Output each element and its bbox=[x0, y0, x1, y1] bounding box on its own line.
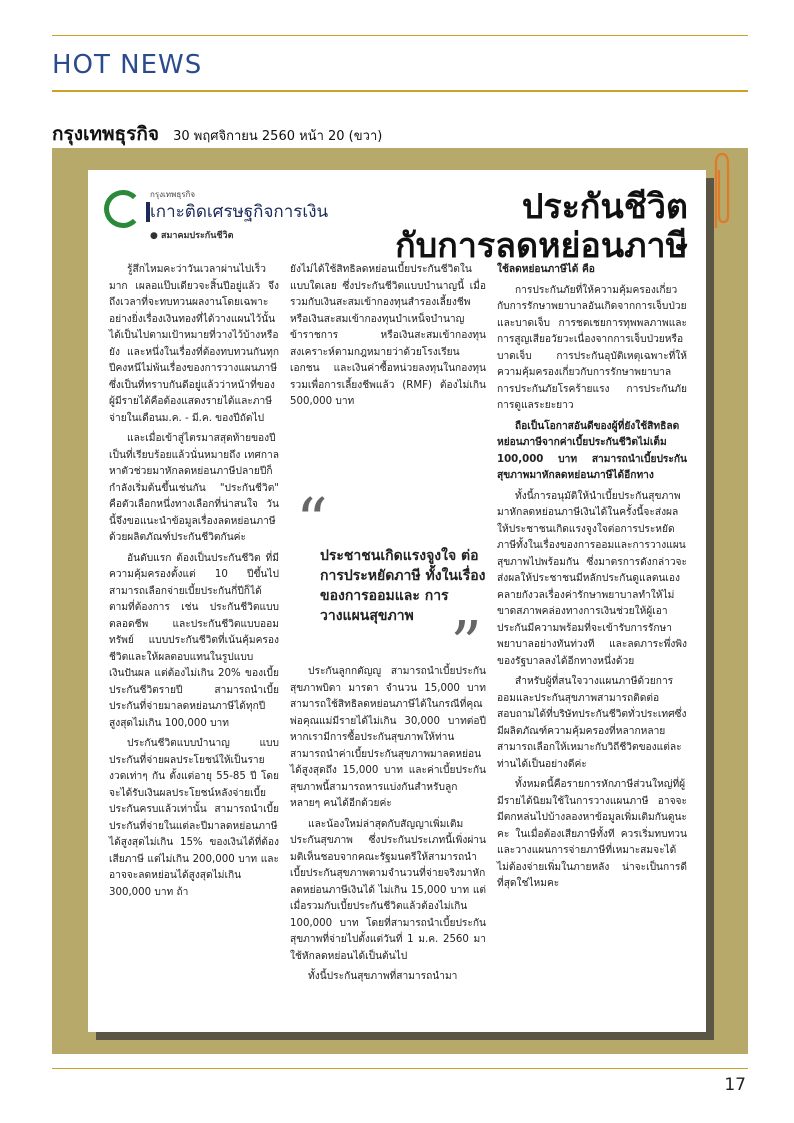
paragraph: ทั้งหมดนี้คือรายการหักภาษีส่วนใหญ่ที่ผู้มีรายได้นิยมใช้ในการวางแผนภาษี อาจจะมีตกหล่นไปบ้างลองหาข้อมูลเพิ่มเติมกันดูนะคะ ในเมื่อต้องเสียภาษีทั้งที ควรเริ่มทบทวนและวางแผนการจ่ายภาษีที่เหมาะสมจะได้ไม่ต้องจ่ายเพิ่มในภายหลัง น่าจะเป็นการดีที่สุดใช่ไหมคะ bbox=[497, 779, 687, 889]
page-number: 17 bbox=[724, 1075, 746, 1095]
article-column-1 bbox=[109, 262, 279, 905]
paragraph: ประกันชีวิตแบบบำนาญ แบบประกันที่จ่ายผลประโยชน์ให้เป็นรายงวดเท่าๆ กัน ตั้งแต่อายุ 55-85 ปี โดยจะได้รับเงินผลประโยชน์หลังจ่ายเบี้ยประกันครบแล้วเท่านั้น สามารถนำเบี้ยประกันที่จ่ายในแต่ละปีมาลดหย่อนภาษีได้สูงสุดไม่เกิน 15% ของเงินได้ที่ต้องเสียภาษี แต่ไม่เกิน 200,000 บาท และอาจจะลดหย่อนได้สูงสุดไม่เกิน 300,000 บาท ถ้า bbox=[109, 738, 279, 898]
publication-details: 30 พฤศจิกายน 2560 หน้า 20 (ขวา) bbox=[173, 129, 383, 144]
article-column-2 bbox=[290, 262, 486, 415]
logo-publisher: กรุงเทพธุรกิจ bbox=[150, 190, 196, 199]
paragraph: ทั้งนี้การอนุมัติให้นำเบี้ยประกันสุขภาพมาหักลดหย่อนภาษีเงินได้ในครั้งนี้จะส่งผลให้ประชาชนเกิดแรงจูงใจต่อการประหยัดภาษีทั้งในเรื่องของการออมและการวางแผนสุขภาพไปพร้อมกัน ซึ่งมาตรการดังกล่าวจะส่งผลให้ประชาชนมีหลักประกันดูแลตนเอง คลายกังวลเรื่องค่ารักษาพยาบาลทำให้ไม่ขาดสภาพคล่องทางการเงินช่วยให้ผู้เอาประกันมีความพร้อมที่จะเข้ารับการรักษาพยาบาลอย่างทันท่วงที และลดภาระพึ่งพิงของรัฐบาลลงได้อีกทางหนึ่งด้วย bbox=[497, 490, 687, 667]
logo-name: เกาะติดเศรษฐกิจการเงิน bbox=[150, 202, 329, 222]
paragraph: สำหรับผู้ที่สนใจวางแผนภาษีด้วยการออมและประกันสุขภาพสามารถติดต่อสอบถามได้ที่บริษัทประกันชีวิตทั่วประเทศซึ่งมีผลิตภัณฑ์ความคุ้มครองที่หลากหลายสามารถเลือกให้เหมาะกับวิถีชีวิตของแต่ละท่านได้เป็นอย่างดีค่ะ bbox=[497, 676, 687, 770]
column-logo bbox=[104, 188, 334, 248]
headline bbox=[395, 188, 688, 266]
paragraph: และน้องใหม่ล่าสุดกับสัญญาเพิ่มเติมประกันสุขภาพ ซึ่งประกันประเภทนี้เพิ่งผ่านมติเห็นชอบจากคณะรัฐมนตรีให้สามารถนำเบี้ยประกันสุขภาพตามจำนวนที่จ่ายจริงมาหักลดหย่อนภาษีเงินได้ ไม่เกิน 15,000 บาท แต่เมื่อรวมกับเบี้ยประกันชีวิตแล้วต้องไม่เกิน 100,000 บาท โดยที่สามารถนำเบี้ยประกันสุขภาพที่จ่ายไปตั้งแต่วันที่ 1 ม.ค. 2560 มาใช้หักลดหย่อนได้เป็นต้นไป bbox=[290, 818, 486, 962]
close-quote-icon: ” bbox=[450, 607, 482, 680]
bottom-rule bbox=[52, 1068, 748, 1069]
paragraph: ถือเป็นโอกาสอันดีของผู้ที่ยังใช้สิทธิลดหย่อนภาษีจากค่าเบี้ยประกันชีวิตไม่เต็ม 100,000 บาท สามารถนำเบี้ยประกันสุขภาพมาหักลดหย่อนภาษีได้อีกทาง bbox=[497, 420, 687, 481]
source-line bbox=[52, 119, 382, 149]
logo-circle-icon bbox=[104, 190, 142, 228]
open-quote-icon: “ bbox=[296, 484, 328, 557]
article-column-2-bottom bbox=[290, 664, 486, 990]
paperclip-icon bbox=[708, 150, 734, 230]
headline-line-2: กับการลดหย่อนภาษี bbox=[395, 226, 688, 267]
section-title: HOT NEWS bbox=[52, 50, 203, 80]
paragraph: ทั้งนี้ประกันสุขภาพที่สามารถนำมา bbox=[308, 971, 458, 982]
logo-association: ● สมาคมประกันชีวิต bbox=[150, 231, 234, 241]
paragraph: รู้สึกไหมคะว่าวันเวลาผ่านไปเร็วมาก เผลอแป๊บเดียวจะสิ้นปีอยู่แล้ว จึงถึงเวลาที่จะทบทวนผลงานโดยเฉพาะอย่างยิ่งเรื่องเงินทองที่ได้วางแผนไว้นั้นได้เป็นไปตามเป้าหมายที่วางไว้บ้างหรือยัง และหนึ่งในเรื่องที่ต้องทบทวนกันทุกปีคงหนีไม่พ้นเรื่องของการวางแผนภาษี ซึ่งเป็นที่ทราบกันดีอยู่แล้วว่าหน้าที่ของผู้มีรายได้คือต้องแสดงรายได้และภาษีจ่ายในเดือนม.ค. - มี.ค. ของปีถัดไป bbox=[109, 264, 279, 424]
top-rule bbox=[52, 35, 748, 36]
paragraph: ประกันลูกกตัญญู สามารถนำเบี้ยประกันสุขภาพบิดา มารดา จำนวน 15,000 บาท สามารถใช้สิทธิลดหย่อนภาษีได้ในกรณีที่คุณพ่อคุณแม่มีรายได้ไม่เกิน 30,000 บาทต่อปี หากเรามีการซื้อประกันสุขภาพให้ท่าน สามารถนำค่าเบี้ยประกันสุขภาพมาลดหย่อนได้สูงสุดถึง 15,000 บาท และค่าเบี้ยประกันสุขภาพนี้สามารถหารแบ่งกันสำหรับลูกหลายๆ คนได้อีกด้วยค่ะ bbox=[290, 666, 486, 809]
title-rule bbox=[52, 90, 748, 92]
pull-quote bbox=[296, 484, 492, 680]
paragraph: อันดับแรก ต้องเป็นประกันชีวิต ที่มีความคุ้มครองตั้งแต่ 10 ปีขึ้นไป สามารถเลือกจ่ายเบี้ยประกันกี่ปีก็ได้ตามที่ต้องการ เช่น ประกันชีวิตแบบตลอดชีพ และประกันชีวิตแบบออมทรัพย์ แบบประกันชีวิตที่เน้นคุ้มครองชีวิตและให้ผลตอบแทนในรูปแบบเงินปันผล แต่ต้องไม่เกิน 20% ของเบี้ยประกันชีวิตรายปี สามารถนำเบี้ยประกันที่จ่ายมาลดหย่อนภาษีได้ทุกปี สูงสุดไม่เกิน 100,000 บาท bbox=[109, 552, 279, 729]
article-column-3 bbox=[497, 262, 687, 897]
headline-line-1: ประกันชีวิต bbox=[521, 187, 688, 227]
paragraph: ยังไม่ได้ใช้สิทธิลดหย่อนเบี้ยประกันชีวิตในแบบใดเลย ซึ่งประกันชีวิตแบบบำนาญนี้ เมื่อรวมกับเงินสะสมเข้ากองทุนสำรองเลี้ยงชีพ หรือเงินสะสมเข้ากองทุนบำเหน็จบำนาญข้าราชการ หรือเงินสะสมเข้ากองทุนสงเคราะห์ตามกฎหมายว่าด้วยโรงเรียนเอกชน และเงินค่าซื้อหน่วยลงทุนในกองทุนรวมเพื่อการเลี้ยงชีพแล้ว (RMF) ต้องไม่เกิน 500,000 บาท bbox=[290, 264, 486, 407]
paragraph: ใช้ลดหย่อนภาษีได้ คือ bbox=[497, 264, 595, 275]
pull-quote-text: ประชาชนเกิดแรงจูงใจ ต่อการประหยัดภาษี ทั้งในเรื่องของการออมและ การวางแผนสุขภาพ bbox=[320, 548, 486, 624]
publication-name: กรุงเทพธุรกิจ bbox=[52, 123, 159, 145]
paragraph: และเมื่อเข้าสู่ไตรมาสสุดท้ายของปีเป็นที่เรียบร้อยแล้วนั่นหมายถึง เทศกาลหาตัวช่วยมาหักลดหย่อนภาษีปลายปีก็กำลังเริ่มต้นขึ้นเช่นกัน "ประกันชีวิต" คือตัวเลือกหนึ่งทางเลือกที่น่าสนใจ วันนี้จึงขอแนะนำข้อมูลเรื่องลดหย่อนภาษีด้วยผลิตภัณฑ์ประกันชีวิตกันค่ะ bbox=[109, 433, 279, 543]
paragraph: การประกันภัยที่ให้ความคุ้มครองเกี่ยวกับการรักษาพยาบาลอันเกิดจากการเจ็บป่วยและบาดเจ็บ การชดเชยการทุพพลภาพและการสูญเสียอวัยวะเนื่องจากการเจ็บป่วยหรือบาดเจ็บ การประกันอุบัติเหตุเฉพาะที่ให้ความคุ้มครองเกี่ยวกับการรักษาพยาบาล การประกันภัยโรคร้ายแรง การประกันภัยการดูแลระยะยาว bbox=[497, 284, 687, 411]
